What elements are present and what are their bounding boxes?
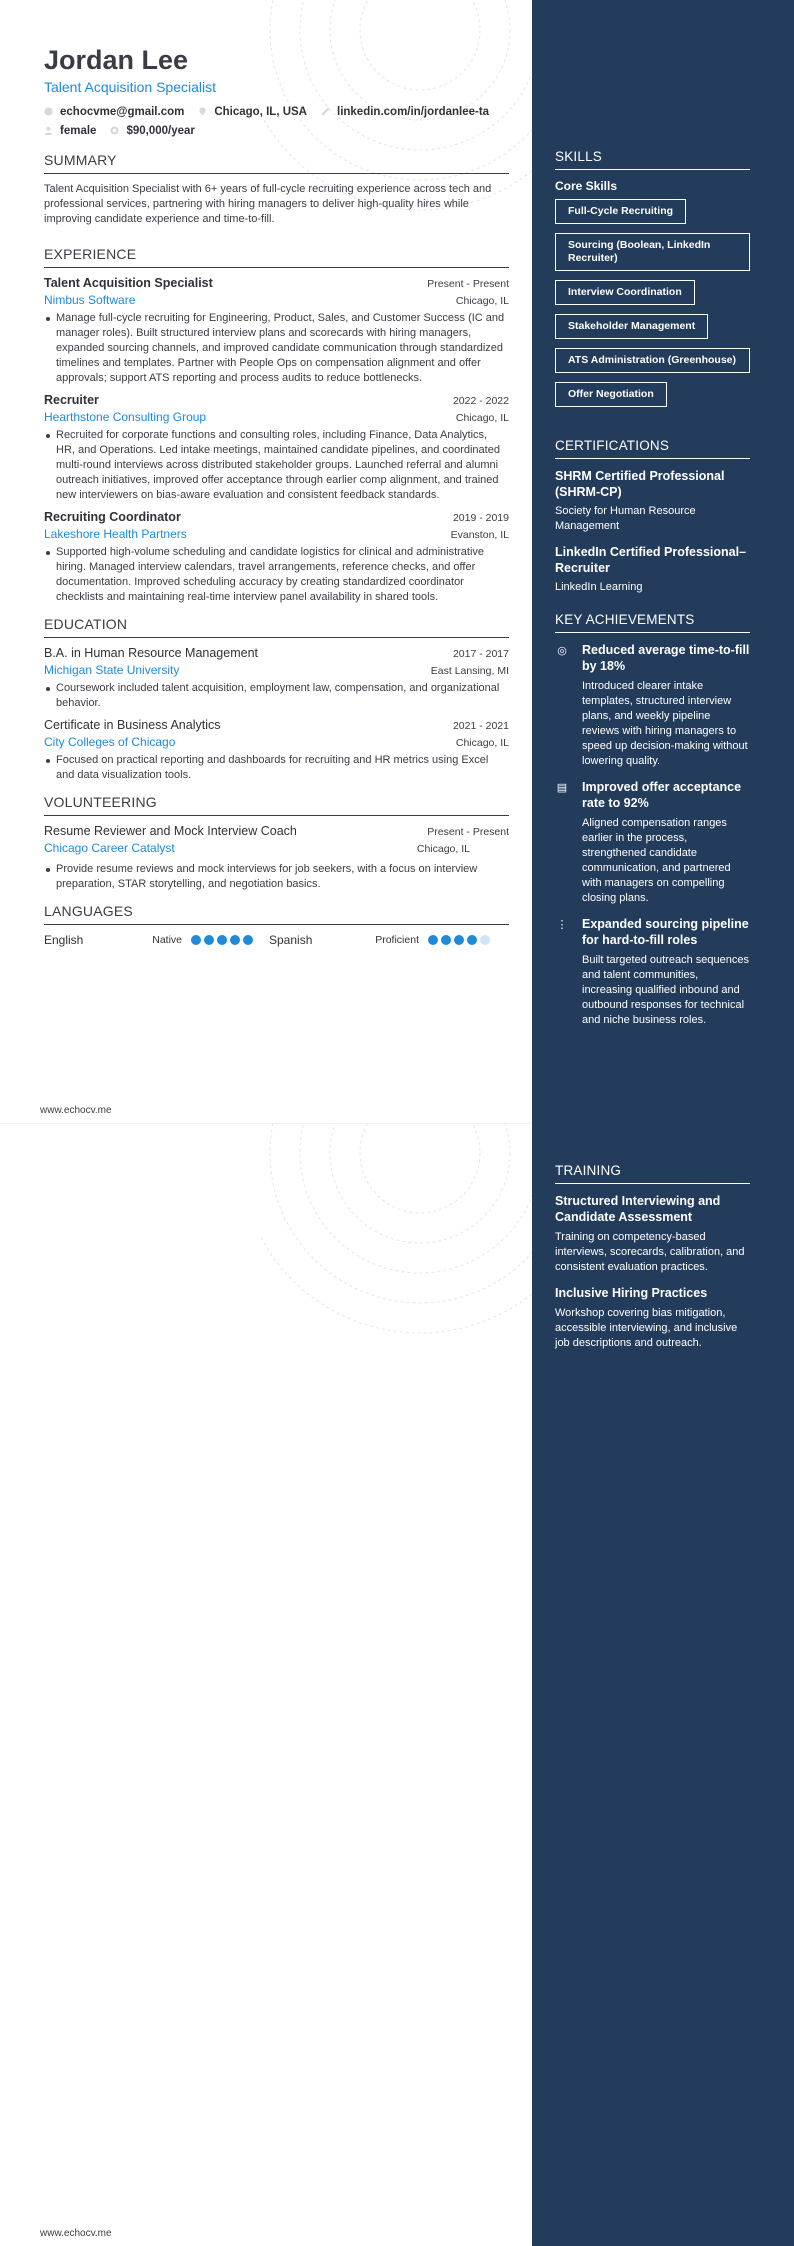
more-vertical-icon: ⋮ [556, 919, 568, 931]
job-description: Supported high-volume scheduling and candidate logistics for clinical and administrative hiring. Managed interview calendars, travel arrangements, reference checks, and offer documentation. Improved scheduling accuracy by creating standardized coordinator checklists and maintaining real-time interview panel availability in shared tools. [56, 545, 509, 605]
education-dates: 2017 - 2017 [452, 648, 509, 660]
target-icon: ◎ [557, 645, 567, 657]
summary-section [44, 152, 509, 227]
certification-org: Society for Human Resource Management [555, 505, 696, 532]
job-title: Recruiter [44, 393, 99, 407]
language-level: Proficient [375, 934, 419, 946]
job-dates: 2019 - 2019 [452, 512, 509, 524]
company-name: Hearthstone Consulting Group [44, 410, 207, 424]
candidate-name: Jordan Lee [44, 45, 189, 75]
job-description: Recruited for corporate functions and consulting roles, including Finance, Data Analytics, HR, and Operations. Led intake meetings, maintained candidate pipelines, and coordinated multi-round interviews across distributed stakeholder groups. Launched referral and alumni outreach initiatives, improved offer acceptance through earlier comp alignment, and trained new interviewers on bias-aware evaluation and consistent feedback standards. [56, 428, 509, 503]
volunteer-org: Chicago Career Catalyst [44, 841, 175, 855]
email-icon [44, 107, 53, 116]
job-location: Chicago, IL [455, 412, 509, 424]
education-heading: EDUCATION [44, 616, 509, 638]
money-icon [110, 126, 119, 135]
achievement-text: Aligned compensation ranges earlier in the process, strengthened candidate communication, and partnered with managers on compelling closing plans. [582, 817, 731, 904]
company-name: Lakeshore Health Partners [44, 527, 187, 541]
languages-heading: LANGUAGES [44, 903, 509, 925]
rating-dot-empty [480, 935, 490, 945]
school-name: Michigan State University [44, 663, 180, 677]
rating-dot-filled [230, 935, 240, 945]
job-description: Manage full-cycle recruiting for Engineering, Product, Sales, and Customer Success (IC and manager roles). Built structured interview plans and scorecards with hiring managers, expanded sourcing channels, and improved candidate communication through standardized timelines and templates. Partner with People Ops on compensation alignment and offer approvals; support ATS reporting and process audits to reduce bottlenecks. [56, 311, 509, 386]
skills-heading: SKILLS [555, 149, 750, 170]
rating-dot-filled [454, 935, 464, 945]
skill-tag: Sourcing (Boolean, LinkedIn Recruiter) [555, 233, 750, 271]
language-rating [425, 935, 490, 945]
achievement-title: Reduced average time-to-fill by 18% [582, 643, 750, 673]
rating-dot-filled [191, 935, 201, 945]
achievement-text: Built targeted outreach sequences and talent communities, increasing qualified inbound and outbound responses for technical and niche business roles. [582, 954, 749, 1026]
skills-section [555, 149, 750, 416]
rating-dot-filled [217, 935, 227, 945]
job-title: Talent Acquisition Specialist [44, 276, 213, 290]
achievements-heading: KEY ACHIEVEMENTS [555, 612, 750, 633]
linkedin-text: linkedin.com/in/jordanlee-ta [337, 105, 490, 118]
achievement-item [555, 642, 750, 769]
education-entry [44, 646, 509, 711]
job-location: Chicago, IL [455, 295, 509, 307]
contact-email[interactable] [44, 102, 184, 121]
achievement-text: Introduced clearer intake templates, structured interview plans, and weekly pipeline reviews with hiring managers to speed up decision-making without lowering quality. [582, 680, 748, 767]
certifications-heading: CERTIFICATIONS [555, 438, 750, 459]
school-location: East Lansing, MI [430, 665, 509, 677]
location-pin-icon [198, 107, 207, 116]
language-rating [188, 935, 253, 945]
volunteering-entry [44, 824, 509, 892]
school-name: City Colleges of Chicago [44, 735, 176, 749]
gender-text: female [60, 124, 97, 137]
skill-tag: Full-Cycle Recruiting [555, 199, 686, 224]
certification-org: LinkedIn Learning [555, 581, 643, 593]
achievement-item [555, 779, 750, 906]
footer-link[interactable]: www.echocv.me [40, 1105, 112, 1116]
rating-dot-filled [243, 935, 253, 945]
certification-name: SHRM Certified Professional (SHRM-CP) [555, 469, 725, 499]
volunteer-title: Resume Reviewer and Mock Interview Coach [44, 824, 297, 838]
education-entry [44, 718, 509, 783]
achievement-item [555, 916, 750, 1028]
training-section [555, 1163, 750, 1361]
document-icon: ▤ [556, 782, 568, 794]
rating-dot-filled [428, 935, 438, 945]
person-icon [44, 126, 53, 135]
training-heading: TRAINING [555, 1163, 750, 1184]
skill-tag: Stakeholder Management [555, 314, 708, 339]
experience-entry [44, 276, 509, 386]
education-description: Focused on practical reporting and dashboards for recruiting and HR metrics using Excel and data visualization tools. [56, 753, 509, 783]
training-text: Training on competency-based interviews, scorecards, calibration, and consistent evaluation practices. [555, 1231, 745, 1273]
certification-name: LinkedIn Certified Professional–Recruiter [555, 545, 747, 575]
contact-gender [44, 121, 96, 140]
degree-title: Certificate in Business Analytics [44, 718, 221, 732]
volunteering-section [44, 794, 509, 892]
language-name: Spanish [269, 933, 313, 947]
footer-link-page2[interactable]: www.echocv.me [40, 2228, 112, 2239]
volunteer-location: Chicago, IL [416, 843, 470, 855]
school-location: Chicago, IL [455, 737, 509, 749]
degree-title: B.A. in Human Resource Management [44, 646, 258, 660]
job-location: Evanston, IL [450, 529, 509, 541]
education-section [44, 616, 509, 783]
skills-subheading: Core Skills [555, 179, 618, 193]
location-text: Chicago, IL, USA [214, 105, 307, 118]
volunteer-description: Provide resume reviews and mock interviews for job seekers, with a focus on interview preparation, STAR storytelling, and negotiation basics. [56, 862, 509, 892]
email-text: echocvme@gmail.com [60, 105, 185, 118]
training-name: Inclusive Hiring Practices [555, 1286, 708, 1300]
training-name: Structured Interviewing and Candidate Assessment [555, 1194, 721, 1224]
job-dates: 2022 - 2022 [452, 395, 509, 407]
contact-location [198, 102, 307, 121]
experience-entry [44, 510, 509, 605]
rating-dot-filled [467, 935, 477, 945]
experience-entry [44, 393, 509, 503]
skill-tag: Interview Coordination [555, 280, 695, 305]
achievements-section [555, 612, 750, 1038]
main-column [44, 44, 509, 947]
achievement-title: Expanded sourcing pipeline for hard-to-fill roles [582, 917, 749, 947]
candidate-title: Talent Acquisition Specialist [44, 79, 216, 95]
page-separator [0, 1123, 532, 1124]
job-dates: Present - Present [427, 278, 509, 290]
language-level: Native [152, 934, 182, 946]
education-description: Coursework included talent acquisition, employment law, compensation, and organizational behavior. [56, 681, 509, 711]
contact-salary [110, 121, 194, 140]
rating-dot-filled [441, 935, 451, 945]
skill-tags [555, 199, 750, 416]
decorative-circles-page2 [260, 1123, 540, 1353]
languages-section [44, 903, 509, 947]
summary-heading: SUMMARY [44, 152, 509, 174]
contact-info [44, 102, 509, 140]
contact-linkedin[interactable] [321, 102, 489, 121]
training-text: Workshop covering bias mitigation, accessible interviewing, and inclusive job descriptions and outreach. [555, 1307, 738, 1349]
experience-section [44, 246, 509, 605]
achievement-title: Improved offer acceptance rate to 92% [582, 780, 742, 810]
language-name: English [44, 933, 84, 947]
experience-heading: EXPERIENCE [44, 246, 509, 268]
languages-list [44, 933, 509, 947]
summary-text: Talent Acquisition Specialist with 6+ years of full-cycle recruiting experience across tech and professional services, partnering with hiring managers to deliver high-quality hires while improving candidate experience and time-to-fill. [44, 183, 492, 225]
volunteering-heading: VOLUNTEERING [44, 794, 509, 816]
link-icon [321, 107, 330, 116]
salary-text: $90,000/year [126, 124, 195, 137]
education-dates: 2021 - 2021 [452, 720, 509, 732]
volunteer-dates: Present - Present [427, 826, 509, 838]
skill-tag: ATS Administration (Greenhouse) [555, 348, 750, 373]
job-title: Recruiting Coordinator [44, 510, 181, 524]
company-name: Nimbus Software [44, 293, 136, 307]
skill-tag: Offer Negotiation [555, 382, 667, 407]
certifications-section [555, 438, 750, 605]
rating-dot-filled [204, 935, 214, 945]
